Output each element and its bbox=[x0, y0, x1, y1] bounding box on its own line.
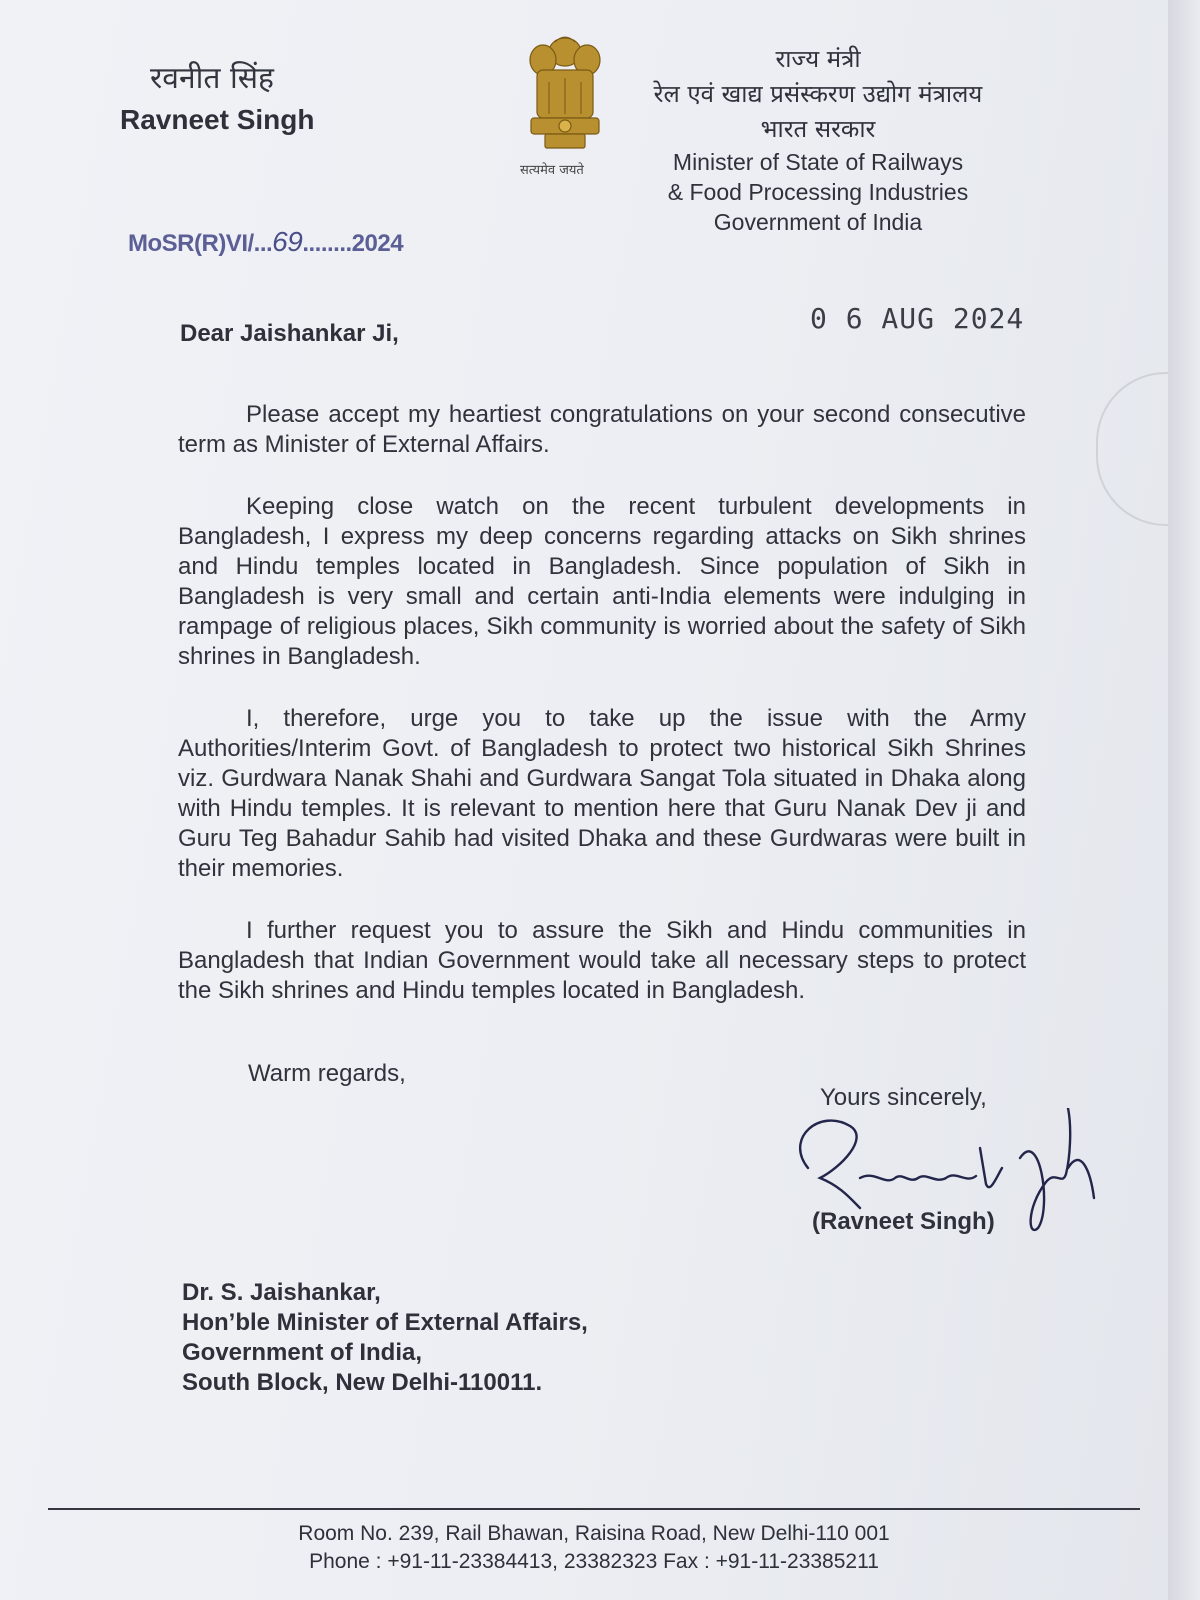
paragraph-assurance: I further request you to assure the Sikh and Hindu communities in Bangladesh that Indian Government would take all necessary steps to protect the Sikh shrines and Hindu temples located in Bangladesh. bbox=[178, 917, 1026, 1004]
addressee-designation: Hon’ble Minister of External Affairs, bbox=[182, 1309, 588, 1336]
emblem-motto: सत्यमेव जयते bbox=[520, 163, 584, 178]
designation-english-2: & Food Processing Industries bbox=[667, 179, 969, 205]
addressee-address: South Block, New Delhi-110011. bbox=[182, 1369, 543, 1396]
sender-name-hindi: रवनीत सिंह bbox=[150, 61, 274, 96]
paragraph-concerns: Keeping close watch on the recent turbulent developments in Bangladesh, I express my deep concerns regarding attacks on Sikh shrines and Hindu temples located in Bangladesh. Since population of Sikh in Bangladesh is very small and certain anti-India elements were indulging in rampage of religious places, Sikh community is worried about the safety of Sikh shrines in Bangladesh. bbox=[178, 493, 1026, 670]
footer-divider bbox=[48, 1508, 1140, 1510]
sender-name-english: Ravneet Singh bbox=[120, 104, 315, 135]
designation-block bbox=[608, 42, 1028, 237]
addressee-block bbox=[182, 1278, 588, 1398]
reference-suffix: ........2024 bbox=[302, 230, 404, 257]
salutation: Dear Jaishankar Ji, bbox=[180, 320, 399, 347]
signatory-name: (Ravneet Singh) bbox=[812, 1208, 995, 1235]
addressee-name: Dr. S. Jaishankar, bbox=[182, 1279, 381, 1306]
reference-number bbox=[128, 226, 403, 258]
designation-hindi-3: भारत सरकार bbox=[760, 115, 876, 143]
designation-hindi-1: राज्य मंत्री bbox=[775, 45, 861, 73]
paragraph-request: I, therefore, urge you to take up the issue with the Army Authorities/Interim Govt. of Bangladesh to protect two historical Sikh Shrines viz. Gurdwara Nanak Shahi and Gurdwara Sangat Tola situated in Dhaka along with Hindu temples. It is relevant to mention here that Guru Nanak Dev ji and Guru Teg Bahadur Sahib had visited Dhaka and these Gurdwaras were built in their memories. bbox=[178, 705, 1026, 882]
paper-fold-mark bbox=[1096, 372, 1168, 526]
addressee-organisation: Government of India, bbox=[182, 1339, 423, 1366]
paragraph-congratulations: Please accept my heartiest congratulations on your second consecutive term as Minister of External Affairs. bbox=[178, 401, 1026, 458]
footer-contact: Phone : +91-11-23384413, 23382323 Fax : +91-11-23385211 bbox=[309, 1550, 879, 1573]
reference-prefix: MoSR(R)VI/... bbox=[128, 230, 273, 257]
background-surface bbox=[1168, 0, 1200, 1600]
designation-english-3: Government of India bbox=[713, 209, 923, 235]
warm-regards: Warm regards, bbox=[248, 1060, 406, 1087]
reference-handwritten-number: 69 bbox=[272, 226, 303, 257]
national-emblem-icon bbox=[515, 22, 615, 182]
letter-body bbox=[178, 400, 1026, 1038]
designation-english-1: Minister of State of Railways bbox=[672, 149, 964, 175]
yours-sincerely: Yours sincerely, bbox=[820, 1084, 987, 1111]
footer-address: Room No. 239, Rail Bhawan, Raisina Road, New Delhi-110 001 bbox=[298, 1522, 890, 1545]
designation-hindi-2: रेल एवं खाद्य प्रसंस्करण उद्योग मंत्रालय bbox=[653, 80, 983, 108]
footer bbox=[48, 1520, 1140, 1576]
date-stamp: 0 6 AUG 2024 bbox=[810, 302, 1025, 335]
